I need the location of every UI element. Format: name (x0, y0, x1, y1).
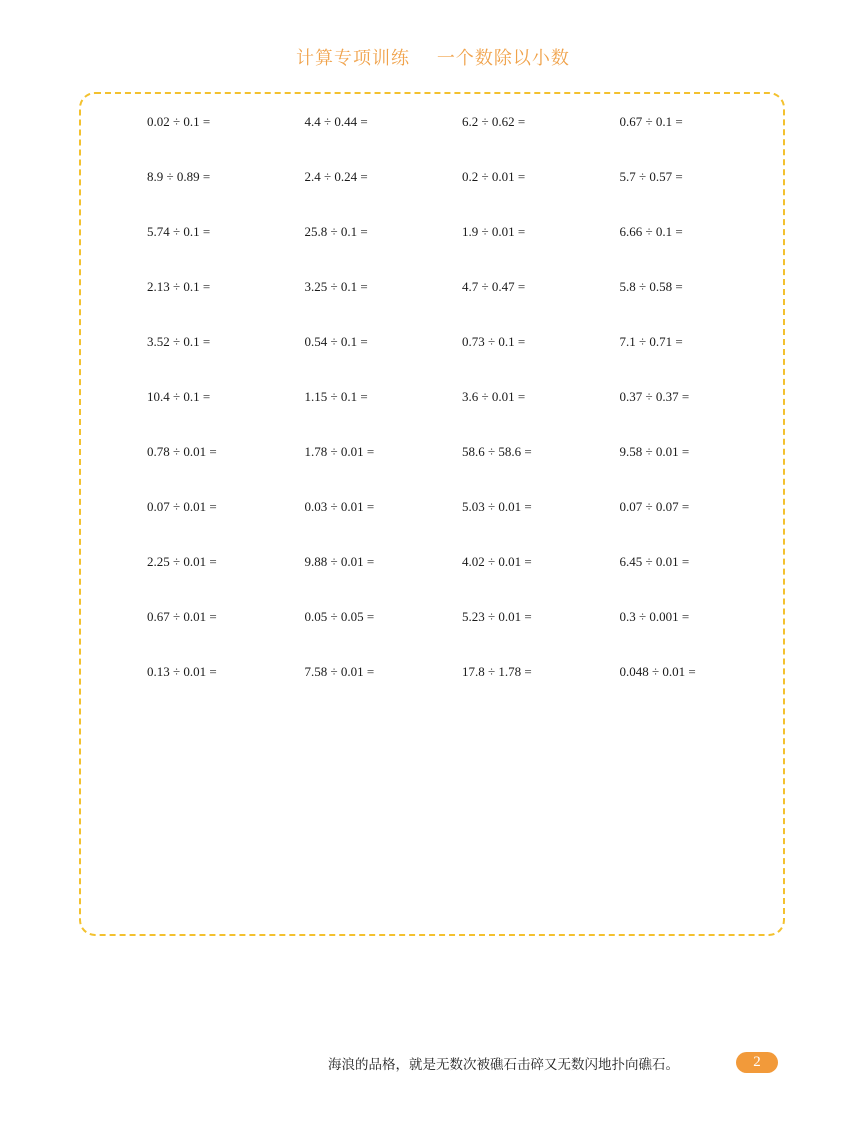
problem-item: 0.02 ÷ 0.1 = (147, 114, 211, 129)
problem-item: 0.78 ÷ 0.01 = (147, 444, 217, 459)
problem-row (147, 608, 787, 663)
problem-item: 0.07 ÷ 0.01 = (147, 499, 217, 514)
problem-row (147, 168, 787, 223)
problem-row (147, 333, 787, 388)
problem-item: 4.7 ÷ 0.47 = (462, 279, 526, 294)
problem-item: 5.23 ÷ 0.01 = (462, 609, 532, 624)
problem-row (147, 443, 787, 498)
problem-item: 0.67 ÷ 0.1 = (619, 114, 683, 129)
problem-grid (147, 113, 787, 718)
problem-row (147, 553, 787, 608)
problem-item: 6.66 ÷ 0.1 = (619, 224, 683, 239)
problem-item: 0.37 ÷ 0.37 = (619, 389, 690, 404)
problem-item: 17.8 ÷ 1.78 = (462, 664, 532, 679)
problem-item: 0.048 ÷ 0.01 = (619, 664, 696, 679)
problem-item: 3.6 ÷ 0.01 = (462, 389, 526, 404)
problem-item: 7.1 ÷ 0.71 = (619, 334, 683, 349)
problem-item: 0.03 ÷ 0.01 = (304, 499, 375, 514)
problem-item: 0.2 ÷ 0.01 = (462, 169, 526, 184)
page-title: 计算专项训练 一个数除以小数 (296, 48, 570, 69)
problem-item: 4.4 ÷ 0.44 = (304, 114, 368, 129)
problem-item: 3.52 ÷ 0.1 = (147, 334, 211, 349)
problem-item: 6.2 ÷ 0.62 = (462, 114, 526, 129)
problem-item: 2.13 ÷ 0.1 = (147, 279, 211, 294)
problem-item: 9.58 ÷ 0.01 = (619, 444, 690, 459)
problem-row (147, 498, 787, 553)
problem-item: 0.73 ÷ 0.1 = (462, 334, 526, 349)
problem-item: 6.45 ÷ 0.01 = (619, 554, 690, 569)
problem-item: 2.25 ÷ 0.01 = (147, 554, 217, 569)
problem-item: 0.05 ÷ 0.05 = (304, 609, 375, 624)
problem-row (147, 388, 787, 443)
problem-item: 2.4 ÷ 0.24 = (304, 169, 368, 184)
problem-row (147, 663, 787, 718)
problem-item: 7.58 ÷ 0.01 = (304, 664, 375, 679)
problem-item: 25.8 ÷ 0.1 = (304, 224, 368, 239)
problem-row (147, 223, 787, 278)
problem-row (147, 278, 787, 333)
problem-item: 0.67 ÷ 0.01 = (147, 609, 217, 624)
problem-item: 4.02 ÷ 0.01 = (462, 554, 532, 569)
footer-quote: 海浪的品格，就是无数次被礁石击碎又无数闪地扑向礁石。 (328, 1057, 679, 1073)
problem-item: 3.25 ÷ 0.1 = (304, 279, 368, 294)
problem-item: 0.07 ÷ 0.07 = (619, 499, 690, 514)
problem-item: 0.13 ÷ 0.01 = (147, 664, 217, 679)
problem-item: 9.88 ÷ 0.01 = (304, 554, 375, 569)
page-number-badge: 2 (736, 1052, 778, 1073)
problem-item: 1.9 ÷ 0.01 = (462, 224, 526, 239)
problem-item: 58.6 ÷ 58.6 = (462, 444, 532, 459)
problem-item: 5.8 ÷ 0.58 = (619, 279, 683, 294)
problem-item: 1.15 ÷ 0.1 = (304, 389, 368, 404)
problem-row (147, 113, 787, 168)
problem-item: 0.54 ÷ 0.1 = (304, 334, 368, 349)
problem-item: 0.3 ÷ 0.001 = (619, 609, 690, 624)
problem-item: 5.03 ÷ 0.01 = (462, 499, 532, 514)
problem-item: 8.9 ÷ 0.89 = (147, 169, 211, 184)
problem-item: 5.7 ÷ 0.57 = (619, 169, 683, 184)
problem-item: 1.78 ÷ 0.01 = (304, 444, 375, 459)
problem-item: 10.4 ÷ 0.1 = (147, 389, 211, 404)
problem-item: 5.74 ÷ 0.1 = (147, 224, 211, 239)
